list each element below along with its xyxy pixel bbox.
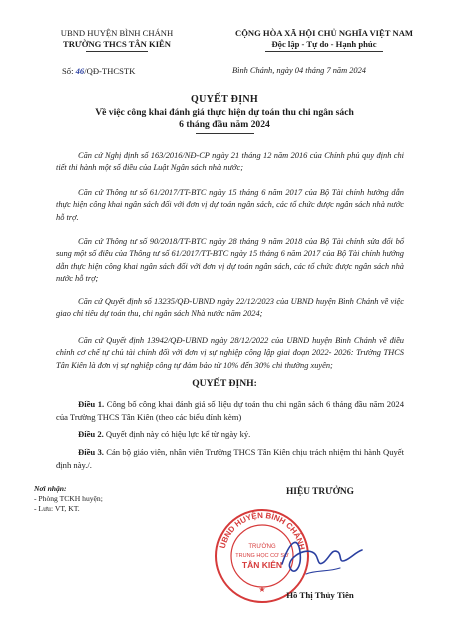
national-motto-block [214,28,434,52]
issuer-underline [86,51,148,52]
article-1 [56,398,404,424]
doc-number-suffix: /QĐ-THCSTK [84,66,136,76]
decision-subject-line1: Về việc công khai đánh giá thực hiện dự toán thu chi ngân sách [95,107,354,118]
legal-basis-5: Căn cứ Quyết định 13942/QĐ-UBND ngày 28/12/2022 của UBND huyện Bình Chánh về điều chỉnh cơ chế tự chủ tài chính đối với đơn vị sự nghiệp công lập giai đoạn 2022- 2026: Trường THCS Tân Kiên là đơn vị sự nghiệp công tự đảm bảo từ 10% đến 30% chi thường xuyên; [56,336,404,370]
recipient-item: - Phòng TCKH huyện; [34,494,103,503]
signatory-title: HIỆU TRƯỞNG [286,487,354,497]
recipient-item: - Lưu: VT, KT. [34,504,80,513]
signatory-name: Hồ Thị Thủy Tiên [286,590,354,600]
doc-number-handwritten: 46 [75,66,85,76]
article-1-text: Công bố công khai đánh giá số liệu dự toán thu chi ngân sách 6 tháng đầu năm 2024 của Trường THCS Tân Kiên (theo các biểu đính kèm) [56,399,404,422]
issuer-block [42,28,192,52]
handwritten-signature [276,522,366,592]
issuer-line1: UBND HUYỆN BÌNH CHÁNH [60,28,174,38]
article-1-label: Điều 1. [78,399,105,409]
seal-inner-line3: TÂN KIÊN [241,560,283,570]
seal-inner-line2: TRUNG HỌC CƠ SỞ [235,553,289,559]
motto-underline [265,51,383,52]
issuer-line2: TRƯỜNG THCS TÂN KIÊN [62,39,171,49]
article-2 [56,428,404,441]
national-motto: Độc lập - Tự do - Hạnh phúc [271,39,377,49]
legal-basis-1: Căn cứ Nghị định số 163/2016/NĐ-CP ngày 21 tháng 12 năm 2016 của Chính phủ quy định chi tiết thi hành một số điều của Luật Ngân sách nhà nước; [56,151,404,173]
recipients-block [34,484,103,514]
article-3-label: Điều 3. [78,447,104,457]
seal-inner-line1: TRƯỜNG [248,544,276,550]
national-title: CỘNG HÒA XÃ HỘI CHỦ NGHĨA VIỆT NAM [234,28,414,38]
article-3-text: Cán bộ giáo viên, nhân viên Trường THCS Tân Kiên chịu trách nhiệm thi hành Quyết định này./. [56,447,404,470]
decision-subject-line2: 6 tháng đầu năm 2024 [179,119,270,130]
title-underline [196,133,254,134]
article-3 [56,446,404,472]
document-number [62,66,135,76]
decides-heading: QUYẾT ĐỊNH: [192,378,257,389]
recipients-title: Nơi nhận: [34,484,67,493]
seal-star-icon: ★ [258,585,266,594]
article-2-label: Điều 2. [78,429,104,439]
seal-outer-text: UBND HUYỆN BÌNH CHÁNH [217,510,307,551]
decision-title: QUYẾT ĐỊNH [191,94,258,105]
legal-basis-3: Căn cứ Thông tư số 90/2018/TT-BTC ngày 28 tháng 9 năm 2018 của Bộ Tài chính sửa đổi bổ sung một số điều của Thông tư số 61/2017/TT-BTC ngày 15 tháng 6 năm 2017 của Bộ Tài chính hướng dẫn thực hiện công khai ngân sách đối với đơn vị dự toán ngân sách, các tổ chức được ngân sách nhà nước hỗ trợ; [56,237,404,284]
legal-basis-4: Căn cứ Quyết định số 13235/QĐ-UBND ngày 22/12/2023 của UBND huyện Bình Chánh về việc giao chỉ tiêu dự toán thu, chi ngân sách Nhà nước năm 2024; [56,297,404,319]
doc-number-prefix: Số: [62,66,76,76]
issue-date: Bình Chánh, ngày 04 tháng 7 năm 2024 [232,66,366,75]
legal-basis-2: Căn cứ Thông tư số 61/2017/TT-BTC ngày 15 tháng 6 năm 2017 của Bộ Tài chính hướng dẫn thực hiện công khai ngân sách đối với đơn vị dự toán ngân sách, các tổ chức được ngân sách nhà nước hỗ trợ. [56,188,404,222]
article-2-text: Quyết định này có hiệu lực kể từ ngày ký. [103,429,251,439]
